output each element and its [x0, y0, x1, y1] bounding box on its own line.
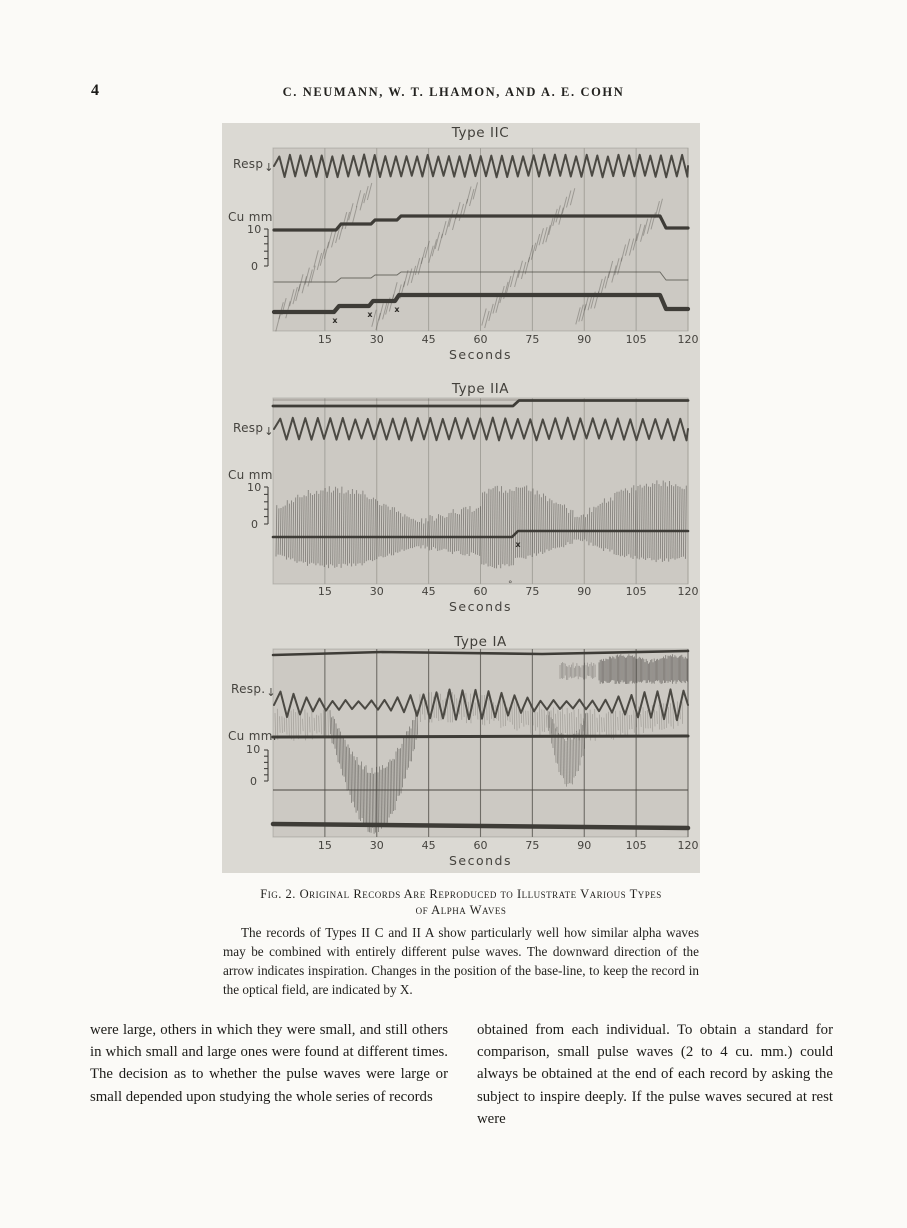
- x-tick-label: 75: [525, 333, 540, 346]
- x-axis-label: Seconds: [448, 347, 512, 362]
- resp-trace-label: [233, 157, 274, 174]
- record-traces-ia: [222, 628, 700, 873]
- scale-unit-label: Cu mm.: [228, 729, 277, 743]
- resp-label-text: Resp.: [231, 682, 266, 696]
- x-tick-label: 75: [525, 585, 540, 598]
- inspiration-arrow-icon: ↓: [264, 425, 274, 438]
- x-tick-label: 90: [577, 333, 592, 346]
- x-tick-label: 15: [317, 585, 332, 598]
- x-axis-ticks: [222, 333, 700, 347]
- scale-mark-10: 10: [246, 743, 261, 756]
- resp-label-text: Resp: [233, 421, 264, 435]
- svg-text:x: x: [515, 540, 521, 549]
- resp-label-text: Resp: [233, 157, 264, 171]
- stray-print-mark: °: [508, 580, 513, 590]
- x-tick-label: 45: [421, 839, 436, 852]
- panel-title: Type IIA: [451, 381, 510, 397]
- x-tick-label: 90: [577, 839, 592, 852]
- body-text-left-column: were large, others in which they were small, and still others in which small and large ones were found at different times. The decision as to whether the pulse waves were large or small depended upon studying the whole series of records: [90, 1022, 448, 1105]
- panel-title: Type IA: [454, 634, 507, 650]
- scale-mark-0: 0: [251, 260, 259, 273]
- running-head: C. NEUMANN, W. T. LHAMON, AND A. E. COHN: [282, 85, 625, 99]
- x-tick-label: 105: [625, 333, 647, 346]
- scale-mark-0: 0: [250, 775, 258, 788]
- svg-text:x: x: [367, 310, 373, 319]
- x-tick-label: 15: [317, 839, 332, 852]
- x-axis-ticks: [222, 839, 700, 853]
- x-tick-label: 45: [421, 585, 436, 598]
- resp-trace-label: [233, 421, 274, 438]
- body-text-right-column: obtained from each individual. To obtain a standard for comparison, small pulse waves (2 to 4 cu. mm.) could always be obtained at the end of each record by asking the subject to inspire deeply. If the pulse waves secured at rest were: [477, 1022, 833, 1127]
- svg-text:x: x: [332, 316, 338, 325]
- x-tick-label: 120: [677, 839, 699, 852]
- x-tick-label: 120: [677, 333, 699, 346]
- x-tick-label: 30: [369, 585, 384, 598]
- resp-trace-label: [231, 682, 276, 699]
- record-panel-type-ia: [222, 628, 700, 873]
- x-axis-ticks: [222, 585, 700, 599]
- x-tick-label: 30: [369, 839, 384, 852]
- x-tick-label: 105: [625, 839, 647, 852]
- x-tick-label: 120: [677, 585, 699, 598]
- x-tick-label: 45: [421, 333, 436, 346]
- figure-caption-title-line1: Fig. 2. Original Records Are Reproduced to Illustrate Various Types: [260, 887, 662, 901]
- record-panel-type-iic: [222, 123, 700, 373]
- figure-caption-title-line2: of Alpha Waves: [415, 903, 507, 917]
- x-tick-label: 60: [473, 839, 488, 852]
- x-tick-label: 15: [317, 333, 332, 346]
- x-tick-label: 60: [473, 333, 488, 346]
- scale-mark-10: 10: [247, 481, 262, 494]
- inspiration-arrow-icon: ↓: [266, 686, 276, 699]
- record-panel-type-iia: [222, 378, 700, 628]
- scale-unit-label: Cu mm: [228, 210, 273, 224]
- figure-caption-text: The records of Types II C and II A show particularly well how similar alpha waves may be combined with entirely different pulse waves. The downward direction of the arrow indicates inspiration. Changes in the position of the base-line, to keep the record in the optical field, are indicated by X.: [223, 925, 699, 997]
- page-number: 4: [91, 82, 99, 99]
- inspiration-arrow-icon: ↓: [264, 161, 274, 174]
- scale-mark-10: 10: [247, 223, 262, 236]
- figure-caption: [223, 886, 699, 999]
- scale-mark-0: 0: [251, 518, 259, 531]
- x-axis-label: Seconds: [448, 853, 512, 868]
- x-tick-label: 105: [625, 585, 647, 598]
- x-tick-label: 60: [473, 585, 488, 598]
- panel-title: Type IIC: [451, 125, 510, 141]
- figure-2-plate: [222, 123, 700, 873]
- svg-text:x: x: [394, 305, 400, 314]
- scale-unit-label: Cu mm: [228, 468, 273, 482]
- x-tick-label: 30: [369, 333, 384, 346]
- x-tick-label: 90: [577, 585, 592, 598]
- x-tick-label: 75: [525, 839, 540, 852]
- x-axis-label: Seconds: [448, 599, 512, 614]
